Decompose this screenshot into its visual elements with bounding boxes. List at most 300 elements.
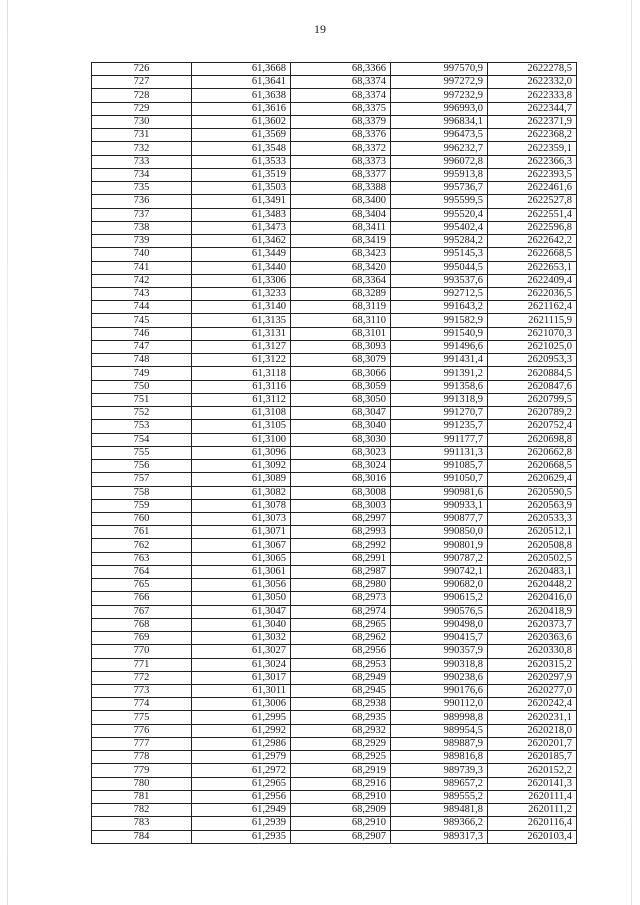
scan-edge-right: [631, 0, 632, 905]
longitude-cell: 68,3008: [291, 486, 391, 499]
point-number-cell: 728: [92, 89, 192, 102]
table-row: [92, 182, 577, 195]
point-number-cell: 763: [92, 552, 192, 565]
latitude-cell: 61,3006: [192, 698, 291, 711]
latitude-cell: 61,3105: [192, 420, 291, 433]
longitude-cell: 68,3372: [291, 142, 391, 155]
latitude-cell: 61,3050: [192, 592, 291, 605]
y-coordinate-cell: 2620884,5: [488, 367, 577, 380]
longitude-cell: 68,3379: [291, 115, 391, 128]
y-coordinate-cell: 2622551,4: [488, 208, 577, 221]
y-coordinate-cell: 2620448,2: [488, 579, 577, 592]
point-number-cell: 779: [92, 764, 192, 777]
x-coordinate-cell: 989366,2: [391, 817, 488, 830]
y-coordinate-cell: 2620141,3: [488, 777, 577, 790]
table-row: [92, 301, 577, 314]
longitude-cell: 68,2929: [291, 737, 391, 750]
table-row: [92, 671, 577, 684]
latitude-cell: 61,3073: [192, 512, 291, 525]
x-coordinate-cell: 989816,8: [391, 751, 488, 764]
latitude-cell: 61,3065: [192, 552, 291, 565]
table-row: [92, 89, 577, 102]
table-row: [92, 248, 577, 261]
latitude-cell: 61,3011: [192, 685, 291, 698]
y-coordinate-cell: 2620116,4: [488, 817, 577, 830]
y-coordinate-cell: 2622596,8: [488, 221, 577, 234]
longitude-cell: 68,2993: [291, 526, 391, 539]
longitude-cell: 68,3040: [291, 420, 391, 433]
point-number-cell: 777: [92, 737, 192, 750]
longitude-cell: 68,2974: [291, 605, 391, 618]
longitude-cell: 68,3016: [291, 473, 391, 486]
x-coordinate-cell: 989657,2: [391, 777, 488, 790]
y-coordinate-cell: 2622642,2: [488, 235, 577, 248]
table-row: [92, 407, 577, 420]
longitude-cell: 68,2907: [291, 830, 391, 843]
y-coordinate-cell: 2620152,2: [488, 764, 577, 777]
point-number-cell: 750: [92, 380, 192, 393]
y-coordinate-cell: 2621025,0: [488, 340, 577, 353]
point-number-cell: 751: [92, 393, 192, 406]
y-coordinate-cell: 2622409,4: [488, 274, 577, 287]
longitude-cell: 68,3101: [291, 327, 391, 340]
point-number-cell: 775: [92, 711, 192, 724]
longitude-cell: 68,2925: [291, 751, 391, 764]
longitude-cell: 68,2910: [291, 817, 391, 830]
table-row: [92, 261, 577, 274]
x-coordinate-cell: 991177,7: [391, 433, 488, 446]
table-row: [92, 830, 577, 843]
point-number-cell: 736: [92, 195, 192, 208]
longitude-cell: 68,3289: [291, 287, 391, 300]
y-coordinate-cell: 2620103,4: [488, 830, 577, 843]
x-coordinate-cell: 990357,9: [391, 645, 488, 658]
longitude-cell: 68,2909: [291, 804, 391, 817]
y-coordinate-cell: 2620330,8: [488, 645, 577, 658]
y-coordinate-cell: 2622653,1: [488, 261, 577, 274]
y-coordinate-cell: 2622359,1: [488, 142, 577, 155]
longitude-cell: 68,2965: [291, 618, 391, 631]
longitude-cell: 68,3376: [291, 129, 391, 142]
latitude-cell: 61,2995: [192, 711, 291, 724]
scan-edge-left: [7, 0, 8, 905]
y-coordinate-cell: 2621070,3: [488, 327, 577, 340]
table-row: [92, 354, 577, 367]
latitude-cell: 61,3602: [192, 115, 291, 128]
x-coordinate-cell: 997272,9: [391, 76, 488, 89]
y-coordinate-cell: 2620789,2: [488, 407, 577, 420]
latitude-cell: 61,3092: [192, 460, 291, 473]
point-number-cell: 730: [92, 115, 192, 128]
y-coordinate-cell: 2620590,5: [488, 486, 577, 499]
y-coordinate-cell: 2620629,4: [488, 473, 577, 486]
y-coordinate-cell: 2622527,8: [488, 195, 577, 208]
x-coordinate-cell: 990787,2: [391, 552, 488, 565]
y-coordinate-cell: 2622393,5: [488, 168, 577, 181]
x-coordinate-cell: 990238,6: [391, 671, 488, 684]
point-number-cell: 759: [92, 499, 192, 512]
longitude-cell: 68,3366: [291, 63, 391, 76]
x-coordinate-cell: 991358,6: [391, 380, 488, 393]
longitude-cell: 68,3420: [291, 261, 391, 274]
longitude-cell: 68,3375: [291, 102, 391, 115]
point-number-cell: 733: [92, 155, 192, 168]
x-coordinate-cell: 989887,9: [391, 737, 488, 750]
coordinates-table: [91, 62, 577, 844]
latitude-cell: 61,3112: [192, 393, 291, 406]
y-coordinate-cell: 2620847,6: [488, 380, 577, 393]
x-coordinate-cell: 995520,4: [391, 208, 488, 221]
table-row: [92, 340, 577, 353]
coordinates-table-body: [92, 63, 577, 844]
x-coordinate-cell: 991431,4: [391, 354, 488, 367]
latitude-cell: 61,3641: [192, 76, 291, 89]
x-coordinate-cell: 989998,8: [391, 711, 488, 724]
x-coordinate-cell: 991085,7: [391, 460, 488, 473]
x-coordinate-cell: 991318,9: [391, 393, 488, 406]
longitude-cell: 68,2973: [291, 592, 391, 605]
longitude-cell: 68,2949: [291, 671, 391, 684]
x-coordinate-cell: 993537,6: [391, 274, 488, 287]
table-row: [92, 142, 577, 155]
x-coordinate-cell: 990801,9: [391, 539, 488, 552]
y-coordinate-cell: 2622371,9: [488, 115, 577, 128]
point-number-cell: 743: [92, 287, 192, 300]
longitude-cell: 68,3119: [291, 301, 391, 314]
longitude-cell: 68,2956: [291, 645, 391, 658]
table-row: [92, 817, 577, 830]
x-coordinate-cell: 990112,0: [391, 698, 488, 711]
latitude-cell: 61,3569: [192, 129, 291, 142]
point-number-cell: 766: [92, 592, 192, 605]
y-coordinate-cell: 2620799,5: [488, 393, 577, 406]
point-number-cell: 771: [92, 658, 192, 671]
x-coordinate-cell: 995736,7: [391, 182, 488, 195]
latitude-cell: 61,3548: [192, 142, 291, 155]
longitude-cell: 68,3388: [291, 182, 391, 195]
x-coordinate-cell: 990576,5: [391, 605, 488, 618]
y-coordinate-cell: 2622368,2: [488, 129, 577, 142]
x-coordinate-cell: 996993,0: [391, 102, 488, 115]
longitude-cell: 68,3411: [291, 221, 391, 234]
table-row: [92, 486, 577, 499]
longitude-cell: 68,3364: [291, 274, 391, 287]
longitude-cell: 68,2916: [291, 777, 391, 790]
x-coordinate-cell: 990850,0: [391, 526, 488, 539]
latitude-cell: 61,2956: [192, 790, 291, 803]
point-number-cell: 774: [92, 698, 192, 711]
y-coordinate-cell: 2620315,2: [488, 658, 577, 671]
x-coordinate-cell: 991270,7: [391, 407, 488, 420]
longitude-cell: 68,2991: [291, 552, 391, 565]
table-row: [92, 327, 577, 340]
x-coordinate-cell: 990615,2: [391, 592, 488, 605]
x-coordinate-cell: 995402,4: [391, 221, 488, 234]
point-number-cell: 749: [92, 367, 192, 380]
y-coordinate-cell: 2622366,3: [488, 155, 577, 168]
latitude-cell: 61,3135: [192, 314, 291, 327]
longitude-cell: 68,3110: [291, 314, 391, 327]
table-row: [92, 420, 577, 433]
table-row: [92, 168, 577, 181]
latitude-cell: 61,3440: [192, 261, 291, 274]
longitude-cell: 68,3374: [291, 89, 391, 102]
table-row: [92, 685, 577, 698]
latitude-cell: 61,3131: [192, 327, 291, 340]
latitude-cell: 61,3638: [192, 89, 291, 102]
y-coordinate-cell: 2620242,4: [488, 698, 577, 711]
point-number-cell: 732: [92, 142, 192, 155]
latitude-cell: 61,2965: [192, 777, 291, 790]
longitude-cell: 68,2910: [291, 790, 391, 803]
table-row: [92, 724, 577, 737]
x-coordinate-cell: 990318,8: [391, 658, 488, 671]
table-row: [92, 393, 577, 406]
y-coordinate-cell: 2620502,5: [488, 552, 577, 565]
latitude-cell: 61,3306: [192, 274, 291, 287]
point-number-cell: 784: [92, 830, 192, 843]
page-number: 19: [314, 22, 326, 36]
y-coordinate-cell: 2622036,5: [488, 287, 577, 300]
latitude-cell: 61,3449: [192, 248, 291, 261]
point-number-cell: 729: [92, 102, 192, 115]
longitude-cell: 68,3373: [291, 155, 391, 168]
table-row: [92, 658, 577, 671]
x-coordinate-cell: 991643,2: [391, 301, 488, 314]
point-number-cell: 760: [92, 512, 192, 525]
table-row: [92, 433, 577, 446]
latitude-cell: 61,3491: [192, 195, 291, 208]
y-coordinate-cell: 2620533,3: [488, 512, 577, 525]
latitude-cell: 61,3067: [192, 539, 291, 552]
x-coordinate-cell: 989481,8: [391, 804, 488, 817]
longitude-cell: 68,3024: [291, 460, 391, 473]
x-coordinate-cell: 995145,3: [391, 248, 488, 261]
longitude-cell: 68,2980: [291, 579, 391, 592]
latitude-cell: 61,3483: [192, 208, 291, 221]
latitude-cell: 61,3108: [192, 407, 291, 420]
latitude-cell: 61,3089: [192, 473, 291, 486]
point-number-cell: 782: [92, 804, 192, 817]
latitude-cell: 61,3100: [192, 433, 291, 446]
y-coordinate-cell: 2620218,0: [488, 724, 577, 737]
table-row: [92, 552, 577, 565]
point-number-cell: 731: [92, 129, 192, 142]
point-number-cell: 740: [92, 248, 192, 261]
y-coordinate-cell: 2620698,8: [488, 433, 577, 446]
table-row: [92, 380, 577, 393]
latitude-cell: 61,3032: [192, 632, 291, 645]
latitude-cell: 61,3118: [192, 367, 291, 380]
table-row: [92, 539, 577, 552]
table-row: [92, 446, 577, 459]
table-row: [92, 605, 577, 618]
table-row: [92, 526, 577, 539]
latitude-cell: 61,3116: [192, 380, 291, 393]
table-row: [92, 76, 577, 89]
latitude-cell: 61,3027: [192, 645, 291, 658]
x-coordinate-cell: 991050,7: [391, 473, 488, 486]
y-coordinate-cell: 2620483,1: [488, 565, 577, 578]
table-row: [92, 221, 577, 234]
x-coordinate-cell: 997570,9: [391, 63, 488, 76]
latitude-cell: 61,3047: [192, 605, 291, 618]
point-number-cell: 762: [92, 539, 192, 552]
table-row: [92, 115, 577, 128]
point-number-cell: 778: [92, 751, 192, 764]
y-coordinate-cell: 2620668,5: [488, 460, 577, 473]
x-coordinate-cell: 991391,2: [391, 367, 488, 380]
latitude-cell: 61,2979: [192, 751, 291, 764]
table-row: [92, 63, 577, 76]
latitude-cell: 61,3533: [192, 155, 291, 168]
point-number-cell: 761: [92, 526, 192, 539]
point-number-cell: 754: [92, 433, 192, 446]
point-number-cell: 767: [92, 605, 192, 618]
x-coordinate-cell: 995284,2: [391, 235, 488, 248]
y-coordinate-cell: 2620752,4: [488, 420, 577, 433]
latitude-cell: 61,2992: [192, 724, 291, 737]
table-row: [92, 804, 577, 817]
latitude-cell: 61,3233: [192, 287, 291, 300]
y-coordinate-cell: 2620512,1: [488, 526, 577, 539]
y-coordinate-cell: 2621162,4: [488, 301, 577, 314]
x-coordinate-cell: 992712,5: [391, 287, 488, 300]
point-number-cell: 734: [92, 168, 192, 181]
point-number-cell: 781: [92, 790, 192, 803]
table-row: [92, 751, 577, 764]
x-coordinate-cell: 990877,7: [391, 512, 488, 525]
x-coordinate-cell: 991235,7: [391, 420, 488, 433]
x-coordinate-cell: 997232,9: [391, 89, 488, 102]
latitude-cell: 61,3140: [192, 301, 291, 314]
latitude-cell: 61,3024: [192, 658, 291, 671]
y-coordinate-cell: 2620363,6: [488, 632, 577, 645]
point-number-cell: 783: [92, 817, 192, 830]
point-number-cell: 755: [92, 446, 192, 459]
latitude-cell: 61,3127: [192, 340, 291, 353]
point-number-cell: 773: [92, 685, 192, 698]
longitude-cell: 68,3079: [291, 354, 391, 367]
x-coordinate-cell: 991131,3: [391, 446, 488, 459]
longitude-cell: 68,3374: [291, 76, 391, 89]
y-coordinate-cell: 2620185,7: [488, 751, 577, 764]
longitude-cell: 68,2987: [291, 565, 391, 578]
point-number-cell: 744: [92, 301, 192, 314]
longitude-cell: 68,2938: [291, 698, 391, 711]
point-number-cell: 769: [92, 632, 192, 645]
longitude-cell: 68,3050: [291, 393, 391, 406]
latitude-cell: 61,3017: [192, 671, 291, 684]
y-coordinate-cell: 2622344,7: [488, 102, 577, 115]
table-row: [92, 645, 577, 658]
x-coordinate-cell: 995599,5: [391, 195, 488, 208]
table-row: [92, 235, 577, 248]
point-number-cell: 753: [92, 420, 192, 433]
table-row: [92, 565, 577, 578]
point-number-cell: 768: [92, 618, 192, 631]
longitude-cell: 68,3066: [291, 367, 391, 380]
x-coordinate-cell: 991582,9: [391, 314, 488, 327]
point-number-cell: 747: [92, 340, 192, 353]
latitude-cell: 61,3056: [192, 579, 291, 592]
x-coordinate-cell: 990933,1: [391, 499, 488, 512]
x-coordinate-cell: 996834,1: [391, 115, 488, 128]
longitude-cell: 68,3003: [291, 499, 391, 512]
y-coordinate-cell: 2622668,5: [488, 248, 577, 261]
x-coordinate-cell: 989739,3: [391, 764, 488, 777]
table-row: [92, 737, 577, 750]
longitude-cell: 68,3047: [291, 407, 391, 420]
point-number-cell: 726: [92, 63, 192, 76]
longitude-cell: 68,2953: [291, 658, 391, 671]
latitude-cell: 61,3061: [192, 565, 291, 578]
table-row: [92, 460, 577, 473]
y-coordinate-cell: 2620563,9: [488, 499, 577, 512]
y-coordinate-cell: 2620508,8: [488, 539, 577, 552]
longitude-cell: 68,3093: [291, 340, 391, 353]
point-number-cell: 738: [92, 221, 192, 234]
point-number-cell: 764: [92, 565, 192, 578]
table-row: [92, 102, 577, 115]
table-row: [92, 777, 577, 790]
x-coordinate-cell: 990176,6: [391, 685, 488, 698]
y-coordinate-cell: 2620277,0: [488, 685, 577, 698]
x-coordinate-cell: 989555,2: [391, 790, 488, 803]
x-coordinate-cell: 995044,5: [391, 261, 488, 274]
table-row: [92, 314, 577, 327]
longitude-cell: 68,3059: [291, 380, 391, 393]
table-row: [92, 473, 577, 486]
longitude-cell: 68,3023: [291, 446, 391, 459]
point-number-cell: 757: [92, 473, 192, 486]
x-coordinate-cell: 996473,5: [391, 129, 488, 142]
latitude-cell: 61,2939: [192, 817, 291, 830]
longitude-cell: 68,2932: [291, 724, 391, 737]
latitude-cell: 61,3040: [192, 618, 291, 631]
point-number-cell: 756: [92, 460, 192, 473]
x-coordinate-cell: 990742,1: [391, 565, 488, 578]
y-coordinate-cell: 2622461,6: [488, 182, 577, 195]
point-number-cell: 742: [92, 274, 192, 287]
table-row: [92, 208, 577, 221]
table-row: [92, 790, 577, 803]
y-coordinate-cell: 2621115,9: [488, 314, 577, 327]
point-number-cell: 746: [92, 327, 192, 340]
x-coordinate-cell: 990415,7: [391, 632, 488, 645]
latitude-cell: 61,2986: [192, 737, 291, 750]
latitude-cell: 61,2935: [192, 830, 291, 843]
y-coordinate-cell: 2620373,7: [488, 618, 577, 631]
x-coordinate-cell: 991496,6: [391, 340, 488, 353]
table-row: [92, 287, 577, 300]
longitude-cell: 68,3404: [291, 208, 391, 221]
y-coordinate-cell: 2620418,9: [488, 605, 577, 618]
table-row: [92, 129, 577, 142]
point-number-cell: 772: [92, 671, 192, 684]
x-coordinate-cell: 990981,6: [391, 486, 488, 499]
table-row: [92, 367, 577, 380]
table-row: [92, 195, 577, 208]
table-row: [92, 632, 577, 645]
point-number-cell: 752: [92, 407, 192, 420]
x-coordinate-cell: 995913,8: [391, 168, 488, 181]
latitude-cell: 61,3462: [192, 235, 291, 248]
latitude-cell: 61,3078: [192, 499, 291, 512]
table-row: [92, 711, 577, 724]
y-coordinate-cell: 2620111,2: [488, 804, 577, 817]
x-coordinate-cell: 996232,7: [391, 142, 488, 155]
